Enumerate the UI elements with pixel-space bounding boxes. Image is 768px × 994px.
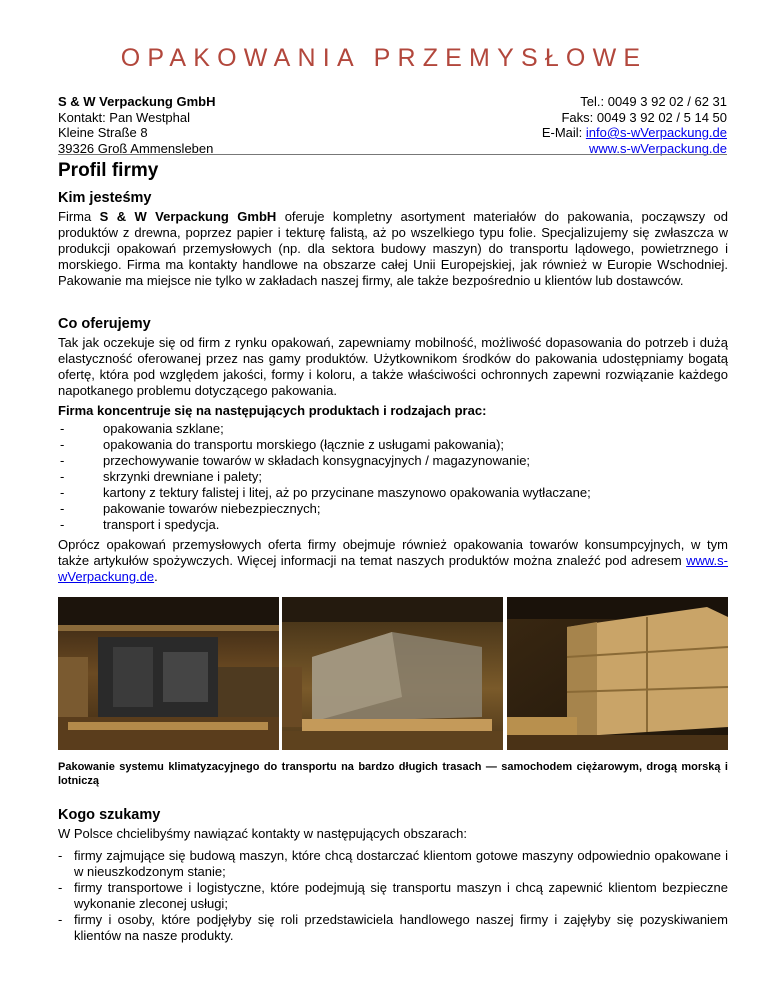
header-divider: [58, 154, 727, 155]
heading-who-we-seek: Kogo szukamy: [58, 807, 161, 823]
who-lead: Firma: [58, 209, 100, 224]
email-link[interactable]: info@s-wVerpackung.de: [585, 125, 727, 140]
company-name: S & W Verpackung GmbH: [58, 94, 216, 109]
list-item: - skrzynki drewniane i palety;: [58, 469, 591, 485]
list-item: - firmy transportowe i logistyczne, które podejmują się transportu maszyn i chcą zapewnić klientom bezpieczne wykonanie zleconej usługi;: [58, 880, 728, 912]
list-item: - przechowywanie towarów w składach konsygnacyjnych / magazynowanie;: [58, 453, 591, 469]
list-item: - transport i spedycja.: [58, 517, 591, 533]
heading-who-we-are: Kim jesteśmy: [58, 190, 152, 206]
extra-text: Oprócz opakowań przemysłowych oferta firmy obejmuje również opakowania towarów konsumpcyjnych, w tym także artykułów spożywczych. Więcej informacji na temat naszych produktów można znaleźć pod adresem: [58, 537, 728, 568]
who-text: oferuje kompletny asortyment materiałów do pakowania, począwszy od produktów z drewna, poprzez papier i tekturę falistą, aż po wszelkiego typu folie. Specjalizujemy się zwłaszcza w produkcji opakowań przemysłowych (np. dla sektora budowy maszyn) do transportu lądowego, powietrznego i morskiego. Firma ma kontakty handlowe na obszarze całej Unii Europejskiej, jak również w Europie Wschodniej. Pakowanie ma miejsce nie tylko w zakładach naszej firmy, ale także bezpośrednio u klientów lub dostawców.: [58, 209, 728, 288]
list-item: - opakowania do transportu morskiego (łącznie z usługami pakowania);: [58, 437, 591, 453]
list-item: - opakowania szklane;: [58, 421, 591, 437]
list-item: - kartony z tektury falistej i litej, aż po przycinane maszynowo opakowania wytłaczane;: [58, 485, 591, 501]
website-link-inline[interactable]: www.s-wVerpackung.de: [58, 553, 728, 584]
phone: Tel.: 0049 3 92 02 / 62 31: [580, 94, 727, 109]
street: Kleine Straße 8: [58, 125, 148, 140]
list-item: - firmy i osoby, które podjęłyby się roli przedstawiciela handlowego naszej firmy i zajęłyby się pozyskiwaniem klientów na nasze produkty.: [58, 912, 728, 944]
company-address: [58, 94, 215, 156]
city: 39326 Groß Ammensleben: [58, 140, 214, 156]
paragraph-what-we-offer: Tak jak oczekuje się od firm z rynku opakowań, zapewniamy mobilność, możliwość dopasowania do potrzeb i dużą elastyczność oferowanej przez nas gamy produktów. Użytkownikom środków do pakowania udostępniamy bogatą ofertę, która pod względem jakości, formy i koloru, a także właściwości ochronnych zapewni rozwiązanie każdego napotkanego problemu dotyczącego pakowania.: [58, 335, 728, 398]
offer-list: [58, 421, 591, 533]
contact-person: Kontakt: Pan Westphal: [58, 109, 191, 125]
email-line: [542, 125, 727, 141]
warehouse-photo-3: [507, 597, 728, 750]
warehouse-photo-1: [58, 597, 279, 750]
heading-what-we-offer: Co oferujemy: [58, 316, 151, 332]
photo-packing-3: [507, 597, 728, 750]
email-label: E-Mail:: [541, 125, 586, 140]
page-title: OPAKOWANIA PRZEMYSŁOWE: [120, 44, 648, 72]
section-title: Profil firmy: [58, 160, 159, 181]
who-company-bold: S & W Verpackung GmbH: [99, 209, 277, 224]
photo-packing-2: [282, 597, 503, 750]
contact-details: [542, 94, 727, 156]
photo-strip: [58, 597, 728, 750]
extra-end: .: [154, 569, 158, 584]
focus-heading: Firma koncentruje się na następujących produktach i rodzajach prac:: [58, 403, 487, 418]
paragraph-who-we-are: [58, 209, 728, 289]
website-link[interactable]: www.s-wVerpackung.de: [588, 140, 727, 156]
paragraph-seek-intro: W Polsce chcielibyśmy nawiązać kontakty w następujących obszarach:: [58, 826, 467, 841]
warehouse-photo-2: [282, 597, 503, 750]
paragraph-extra-offer: [58, 537, 728, 585]
list-item: - pakowanie towarów niebezpiecznych;: [58, 501, 591, 517]
photo-packing-1: [58, 597, 279, 750]
photo-caption: Pakowanie systemu klimatyzacyjnego do transportu na bardzo długich trasach — samochodem ciężarowym, drogą morską i lotniczą: [58, 761, 728, 787]
fax: Faks: 0049 3 92 02 / 5 14 50: [561, 109, 727, 125]
list-item: - firmy zajmujące się budową maszyn, które chcą dostarczać klientom gotowe maszyny odpowiednio opakowane i w nieuszkodzonym stanie;: [58, 848, 728, 880]
seek-list: [58, 848, 728, 944]
